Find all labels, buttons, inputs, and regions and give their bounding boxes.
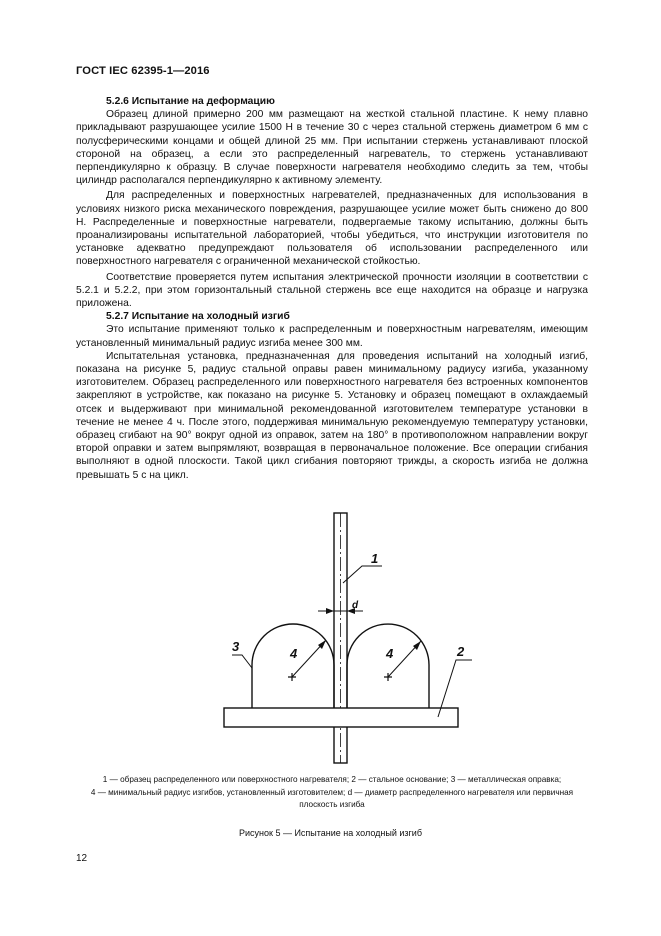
paragraph: Для распределенных и поверхностных нагревателей, предназначенных для использования в условиях низкого риска механического повреждения, разрушающее усилие может быть снижено до 800 Н. Распределенные и поверхностные нагреватели, подвергаемые такому испытанию, должны быть проанализированы испытательной лабораторией, чтобы убедиться, что инструкции изготовителя по установке адекватно предупреждают пользователя об использовании распределенного или поверхностного нагревателя с ограниченной механической стойкостью. [76, 190, 588, 268]
section-5-2-7-title: 5.2.7 Испытание на холодный изгиб [106, 311, 290, 323]
paragraph: Соответствие проверяется путем испытания электрической прочности изоляции в соответствии с 5.2.1 и 5.2.2, при этом горизонтальный стальной стержень все еще находится на образце и нагрузка приложена. [76, 271, 588, 310]
section-5-2-6 [76, 95, 588, 482]
legend-key: 3 [450, 775, 456, 784]
legend-text: — образец распределенного или поверхностного нагревателя; [107, 775, 352, 784]
label-1: 1 [371, 551, 379, 566]
legend-text: — металлическая оправка; [455, 775, 562, 784]
label-4-left: 4 [290, 646, 298, 661]
legend-key: 1 [102, 775, 108, 784]
paragraph: Образец длиной примерно 200 мм размещают на жесткой стальной пластине. К нему плавно прикладывают разрушающее усилие 1500 Н в течение 30 с через стальной стержень диаметром 6 мм с полусферическими концами и общей длиной 25 мм. При испытании стержень устанавливают плоской стороной на образец, а если это распределенный нагреватель, то стержень устанавливают перпендикулярно к образцу. В случае поверхности нагревателя необходимо следить за тем, чтобы цилиндр располагался перпендикулярно к активному элементу. [76, 109, 588, 187]
page-number: 12 [76, 853, 88, 864]
section-5-2-6-title: 5.2.6 Испытание на деформацию [106, 96, 275, 107]
paragraph: Испытательная установка, предназначенная для проведения испытаний на холодный изгиб, показана на рисунке 5, радиус стальной оправы равен минимальному радиусу изгиба, указанному изготовителем. Образец распределенного или поверхностного нагревателя без встроенных компонентов закрепляют в устройстве, как показано на рисунке 5. Установку и образец помещают в охлаждаемый отсек и выдерживают при минимальной рекомендованной изготовителем температуре установки в течение не менее 4 ч. После этого, поддерживая минимальную рекомендуемую температуру установки, образец сгибают на 90° вокруг одной из оправок, затем на 180° в противоположном направлении вокруг второй оправки и затем выпрямляют, возвращая в первоначальное положение. Все операции сгибания выполняют в одной плоскости. Такой цикл сгибания повторяют трижды, а скорость изгиба не должна превышать 5 с на цикл. [76, 350, 588, 481]
figure-legend [76, 774, 588, 812]
legend-text: — стальное основание; [355, 775, 451, 784]
steel-base [224, 708, 458, 727]
label-4-right: 4 [386, 646, 394, 661]
figure-title: Рисунок 5 — Испытание на холодный изгиб [239, 828, 422, 838]
diameter-arrow-left [326, 608, 334, 614]
label-d: d [352, 600, 359, 611]
leader-3 [232, 655, 252, 668]
figure-cold-bend-apparatus [210, 505, 475, 767]
right-mandrel [347, 624, 429, 708]
left-mandrel [252, 624, 334, 708]
legend-key: 2 [351, 775, 356, 784]
legend-key: 4 [90, 787, 96, 797]
paragraph: Это испытание применяют только к распределенным и поверхностным нагревателям, имеющим установленный минимальный радиус изгиба менее 300 мм. [76, 324, 588, 349]
legend-text: — диаметр распределенного нагревателя или первичная плоскость изгиба [299, 787, 574, 809]
legend-text: — минимальный радиус изгибов, установленный изготовителем; [95, 787, 348, 797]
legend-key: d [347, 787, 353, 797]
label-2: 2 [457, 644, 465, 659]
leader-1 [343, 566, 382, 583]
document-header: ГОСТ IEC 62395-1—2016 [76, 65, 210, 77]
apparatus-diagram [210, 505, 475, 767]
label-3: 3 [232, 639, 240, 654]
